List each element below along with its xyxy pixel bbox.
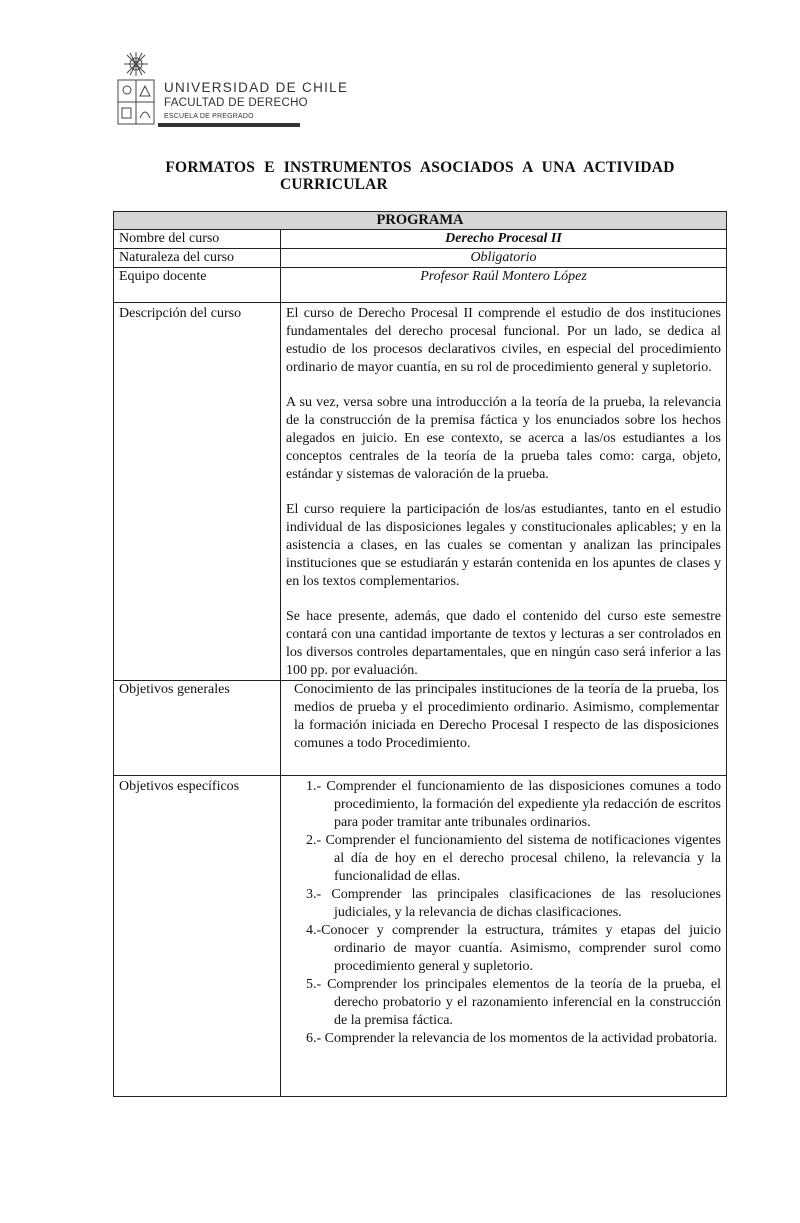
table-row: [114, 776, 727, 1097]
faculty-name: FACULTAD DE DERECHO: [164, 97, 308, 109]
course-nature-value: Obligatorio: [281, 249, 727, 268]
list-item: 1.- Comprender el funcionamiento de las disposiciones comunes a todo procedimiento, la formación del expediente yla redacción de escritos para poder tramitar ante tribunales ordinarios.: [306, 779, 721, 830]
course-name-label: Nombre del curso: [114, 230, 281, 249]
general-objectives-label: Objetivos generales: [114, 681, 281, 776]
table-row: [114, 681, 727, 776]
document-title: [140, 159, 700, 193]
specific-objectives-value: [281, 776, 727, 1097]
general-objectives-text: Conocimiento de las principales instituciones de la teoría de la prueba, los medios de prueba y el procedimiento ordinario. Asimismo, complementar la formación iniciada en Derecho Procesal I respecto de las disposiciones comunes a todo Procedimiento.: [294, 682, 719, 751]
list-item: 6.- Comprender la relevancia de los momentos de la actividad probatoria.: [306, 1031, 718, 1046]
table-row: [114, 303, 727, 681]
description-paragraph: Se hace presente, además, que dado el contenido del curso este semestre contará con una cantidad importante de textos y lecturas a ser controlados en los diversos controles departamentales, que en ningún caso será inferior a las 100 pp. por evaluación.: [286, 609, 721, 678]
course-description-value: [281, 303, 727, 681]
description-paragraph: A su vez, versa sobre una introducción a la teoría de la prueba, la relevancia de la construcción de la premisa fáctica y los enunciados sobre los hechos alegados en juicio. En ese contexto, se acerca a las/os estudiantes a los conceptos centrales de la teoría de la prueba tales como: carga, objeto, estándar y sistemas de valoración de la prueba.: [286, 395, 721, 482]
teaching-team-value: Profesor Raúl Montero López: [281, 268, 727, 303]
logo-divider: [158, 123, 300, 127]
general-objectives-value: [281, 681, 727, 776]
document-title-line-1: FORMATOS E INSTRUMENTOS ASOCIADOS A UNA ACTIVIDAD: [165, 159, 675, 176]
table-heading: PROGRAMA: [114, 212, 727, 230]
school-name: ESCUELA DE PREGRADO: [164, 113, 254, 120]
specific-objectives-label: Objetivos específicos: [114, 776, 281, 1097]
list-item: 4.-Conocer y comprender la estructura, trámites y etapas del juicio ordinario de mayor cuantía. Asimismo, comprender surol como procedimiento general y supletorio.: [306, 923, 721, 974]
list-item: 3.- Comprender las principales clasificaciones de las resoluciones judiciales, y la relevancia de dichas clasificaciones.: [306, 887, 721, 920]
university-crest-icon: [116, 50, 156, 126]
table-row: [114, 249, 727, 268]
description-paragraph: El curso de Derecho Procesal II comprende el estudio de dos instituciones fundamentales del derecho procesal funcional. Por un lado, se dedica al estudio de los procesos declarativos civiles, en especial del procedimiento ordinario de mayor cuantía, en su rol de procedimiento general y supletorio.: [286, 306, 721, 375]
specific-objectives-list: [286, 778, 721, 1048]
teaching-team-label: Equipo docente: [114, 268, 281, 303]
course-nature-label: Naturaleza del curso: [114, 249, 281, 268]
course-name-value: Derecho Procesal II: [281, 230, 727, 249]
table-row: [114, 268, 727, 303]
program-table: [113, 211, 727, 1097]
table-heading-row: [114, 212, 727, 230]
university-logo: [116, 50, 349, 130]
table-row: [114, 230, 727, 249]
list-item: 2.- Comprender el funcionamiento del sistema de notificaciones vigentes al día de hoy en el derecho procesal chileno, la relevancia y la funcionalidad de ellas.: [306, 833, 721, 884]
course-description-label: Descripción del curso: [114, 303, 281, 681]
description-paragraph: El curso requiere la participación de los/as estudiantes, tanto en el estudio individual de las disposiciones legales y constitucionales aplicables; y en la asistencia a clases, en las cuales se comentan y analizan las principales instituciones que se estudiarán y estarán contenida en los apuntes de clases y en los textos complementarios.: [286, 502, 721, 589]
university-name: UNIVERSIDAD DE CHILE: [164, 80, 349, 95]
document-title-line-2: CURRICULAR: [280, 176, 388, 193]
list-item: 5.- Comprender los principales elementos de la teoría de la prueba, el derecho probatorio y el razonamiento inferencial en la construcción de la premisa fáctica.: [306, 977, 721, 1028]
